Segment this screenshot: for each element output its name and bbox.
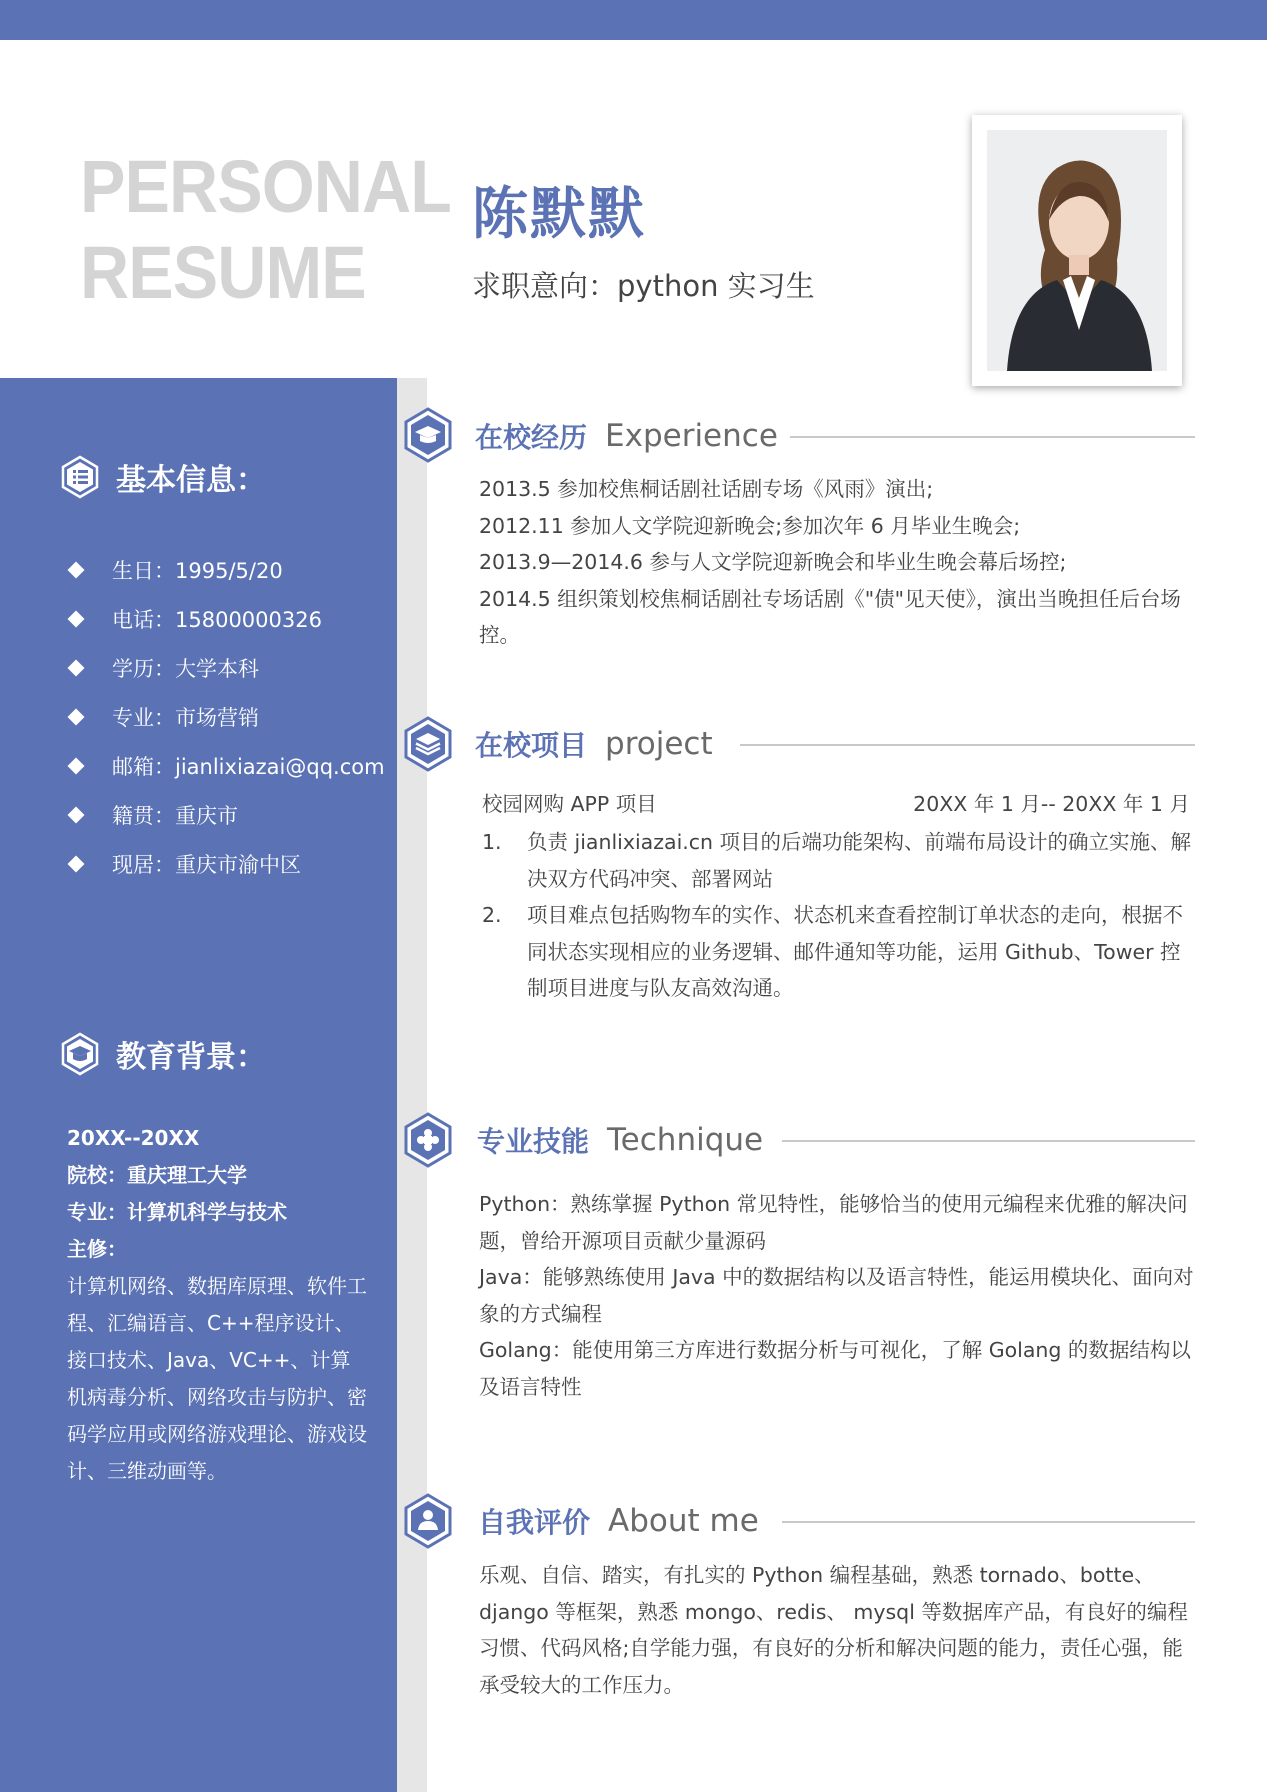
skill-line: Java：能够熟练使用 Java 中的数据结构以及语言特性，能运用模块化、面向对象的方式编程 <box>479 1265 1194 1326</box>
candidate-name: 陈默默 <box>472 182 646 247</box>
info-email: 邮箱：jianlixiazai@qq.com <box>66 741 385 790</box>
job-intent: 求职意向：python 实习生 <box>472 269 815 303</box>
basic-info-heading <box>60 455 266 499</box>
education-courses: 计算机网络、数据库原理、软件工程、汇编语言、C++程序设计、接口技术、Java、VC++、计算机病毒分析、网络攻击与防护、密码学应用或网络游戏理论、游戏设计、三维动画等。 <box>67 1274 367 1483</box>
info-major: 专业：市场营销 <box>66 692 385 741</box>
experience-line: 2012.11 参加人文学院迎新晚会;参加次年 6 月毕业生晚会; <box>479 513 1021 538</box>
basic-info-list <box>66 545 385 888</box>
info-residence: 现居：重庆市渝中区 <box>66 839 385 888</box>
info-hometown: 籍贯：重庆市 <box>66 790 385 839</box>
education-heading <box>60 1032 266 1076</box>
education-school: 院校：重庆理工大学 <box>67 1163 247 1187</box>
experience-text <box>479 471 1199 654</box>
project-period: 20XX 年 1 月-- 20XX 年 1 月 <box>913 792 1190 816</box>
user-icon <box>403 1493 453 1549</box>
list-icon <box>60 455 100 499</box>
skills-heading: 专业技能 Technique <box>477 1122 764 1158</box>
top-banner <box>0 0 1267 40</box>
education-title: 教育背景： <box>116 1040 266 1075</box>
list-item: 2. 项目难点包括购物车的实作、状态机来查看控制订单状态的走向，根据不同状态实现相应的业务逻辑、邮件通知等功能，运用 Github、Tower 控制项目进度与队友高效沟通。 <box>482 903 1183 1000</box>
experience-divider <box>790 436 1195 438</box>
profile-photo-frame <box>972 115 1182 386</box>
project-divider <box>740 744 1195 746</box>
about-heading: 自我评价 About me <box>478 1503 759 1539</box>
project-list <box>482 824 1194 1007</box>
education-courses-label: 主修： <box>67 1237 127 1261</box>
project-name: 校园网购 APP 项目 <box>482 792 657 816</box>
project-header <box>482 787 1190 817</box>
diamond-bullet-icon <box>68 610 85 627</box>
about-text: 乐观、自信、踏实，有扎实的 Python 编程基础，熟悉 tornado、botte、django 等框架，熟悉 mongo、redis、 mysql 等数据库产品，有良好的编程习惯、代码风格;自学能力强，有良好的分析和解决问题的能力，责任心强，能承受较大的工作压力。 <box>479 1563 1188 1697</box>
experience-line: 2013.5 参加校焦桐话剧社话剧专场《风雨》演出; <box>479 477 934 501</box>
info-phone: 电话：15800000326 <box>66 594 385 643</box>
education-period: 20XX--20XX <box>67 1126 200 1150</box>
project-heading: 在校项目 project <box>475 726 713 762</box>
basic-info-title: 基本信息： <box>116 463 266 498</box>
skills-text <box>479 1186 1199 1405</box>
puzzle-icon <box>403 1112 453 1168</box>
about-divider <box>782 1521 1195 1523</box>
diamond-bullet-icon <box>68 855 85 872</box>
profile-photo <box>987 130 1167 371</box>
experience-heading: 在校经历 Experience <box>475 418 778 454</box>
info-birthday: 生日：1995/5/20 <box>66 545 385 594</box>
diamond-bullet-icon <box>68 757 85 774</box>
education-major: 专业：计算机科学与技术 <box>67 1200 287 1224</box>
diamond-bullet-icon <box>68 806 85 823</box>
info-degree: 学历：大学本科 <box>66 643 385 692</box>
skill-line: Python：熟练掌握 Python 常见特性，能够恰当的使用元编程来优雅的解决问题，曾给开源项目贡献少量源码 <box>479 1192 1188 1253</box>
diamond-bullet-icon <box>68 659 85 676</box>
experience-line: 2013.9—2014.6 参与人文学院迎新晚会和毕业生晚会幕后场控; <box>479 550 1067 574</box>
layers-icon <box>403 716 453 772</box>
graduation-cap-icon <box>403 407 453 463</box>
experience-line: 2014.5 组织策划校焦桐话剧社专场话剧《"债"见天使》，演出当晚担任后台场控。 <box>479 586 1181 647</box>
graduation-cap-icon <box>60 1032 100 1076</box>
skill-line: Golang：能使用第三方库进行数据分析与可视化，了解 Golang 的数据结构以及语言特性 <box>479 1338 1191 1399</box>
education-details <box>67 1120 367 1490</box>
diamond-bullet-icon <box>68 708 85 725</box>
sidebar-gutter <box>397 378 427 1792</box>
diamond-bullet-icon <box>68 561 85 578</box>
list-item: 1. 负责 jianlixiazai.cn 项目的后端功能架构、前端布局设计的确立实施、解决双方代码冲突、部署网站 <box>482 830 1192 891</box>
personal-title: PERSONAL <box>80 145 451 228</box>
resume-title: RESUME <box>80 231 366 314</box>
skills-divider <box>782 1140 1195 1142</box>
